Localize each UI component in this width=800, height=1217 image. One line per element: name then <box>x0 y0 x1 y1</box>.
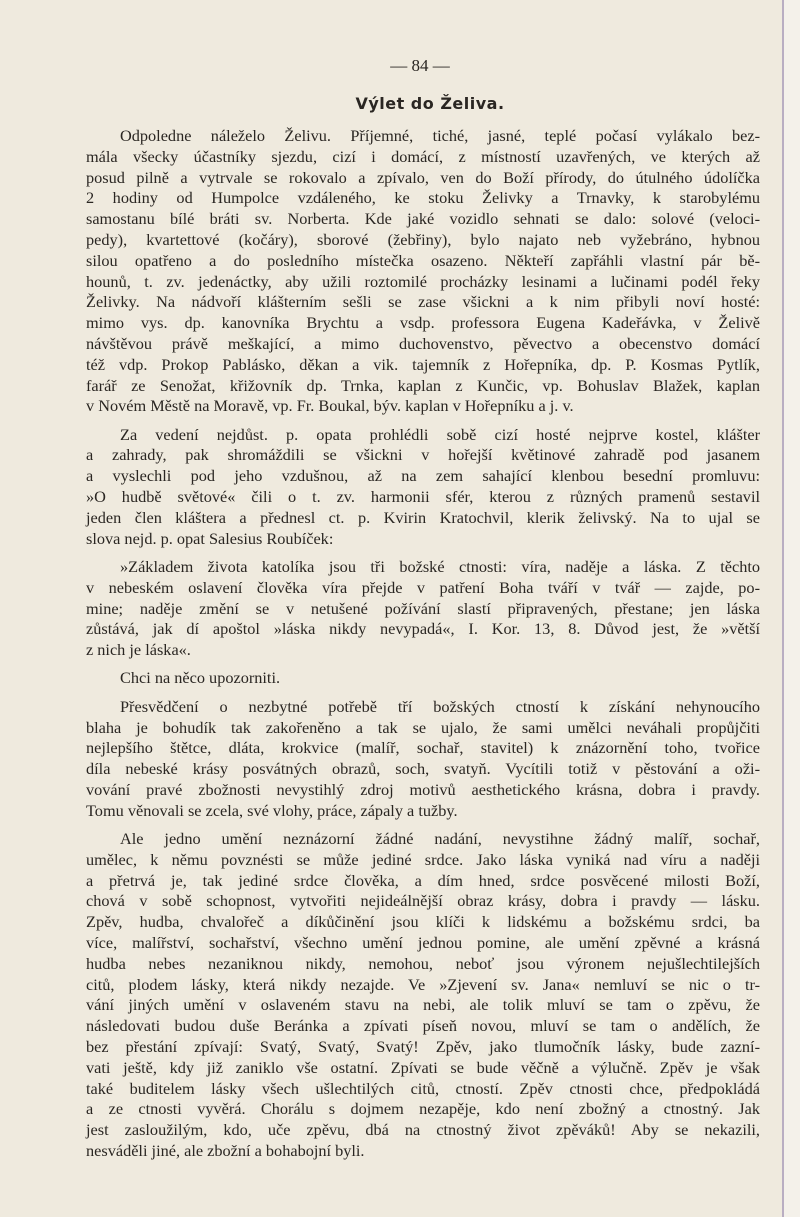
paragraph <box>86 425 760 550</box>
text-line: mine; naděje změní se v netušené požívání slastí připravených, přestane; jen láska <box>86 598 760 618</box>
text-line: mála všecky účastníky sjezdu, cizí i domácí, z místností uzavřených, ve kterých až <box>86 146 760 166</box>
text-line: hudba nebes nezaniknou nikdy, nemohou, neboť jsou výronem nejušlechtilejších <box>86 953 760 973</box>
text-line: jeden člen kláštera a přednesl ct. p. Kvirin Kratochvil, klerik želivský. Na to ujal se <box>86 507 760 527</box>
text-line: Odpoledne náleželo Želivu. Příjemné, tiché, jasné, teplé počasí vylákalo bez- <box>120 126 760 145</box>
text-line: Ale jedno umění neznázorní žádné nadání, nevystihne žádný malíř, sochař, <box>120 829 760 848</box>
text-line: a ze ctnosti vyvěrá. Chorálu s dojmem nezapěje, kdo není zbožný a ctnostný. Jak <box>86 1099 760 1119</box>
text-line: Za vedení nejdůst. p. opata prohlédli sobě cizí hosté nejprve kostel, klášter <box>120 424 760 444</box>
paragraph <box>86 668 760 689</box>
text-line: umělec, k němu povznésti se může jediné srdce. Jako láska vyniká nad víru a naději <box>86 849 760 869</box>
text-line: Želivky. Na nádvoří klášterním sešli se zase všickni a k nim přibyli noví hosté: <box>86 292 760 312</box>
paragraph <box>86 697 760 822</box>
text-line: bez přestání zpívají: Svatý, Svatý, Svatý! Zpěv, jako tlumočník lásky, bude zazní- <box>86 1036 760 1056</box>
text-line: pedy), kvartettové (kočáry), sborové (žebřiny), bylo najato neb vyžebráno, hybnou <box>86 229 760 249</box>
text-line: hounů, t. zv. jedenáctky, aby užili roztomilé procházky lesinami a lučinami podél řeky <box>86 271 760 291</box>
text-line: farář ze Senožat, křižovník dp. Trnka, kaplan z Kunčic, vp. Bohuslav Blažek, kaplan <box>86 375 760 395</box>
paragraph <box>86 557 760 661</box>
text-line: silou opatřeno a do posledního místečka osazeno. Někteří zapřáhli vlastní pár bě- <box>86 250 760 270</box>
text-line: blaha je bohudík tak zakořeněno a tak se ujalo, že sami umělci neváhali propůjčiti <box>86 717 760 737</box>
page-margin <box>784 0 800 1217</box>
text-line: samostanu bílé bráti sv. Norberta. Kde jaké vozidlo sehnati se dalo: solové (veloci- <box>86 209 760 229</box>
text-line: Zpěv, hudba, chvalořeč a díkůčinění jsou klíči k lidskému a božskému srdci, ba <box>86 912 760 932</box>
text-line: v nebeském oslavení člověka víra přejde v patření Boha tváří v tvář — zajde, po- <box>86 577 760 597</box>
text-line: Chci na něco upozorniti. <box>120 668 281 688</box>
text-line: jest zasloužilým, kdo, uče zpěvu, dbá na ctnostný život zpěváků! Aby se nekazili, <box>86 1120 760 1140</box>
text-line: návštěvou právě meškající, a mimo duchovenstvo, pěvectvo a obecenstvo domácí <box>86 333 760 353</box>
text-line: vání jiných umění v oslaveném stavu na nebi, ale tolik mluví se tam o zpěvu, že <box>86 995 760 1015</box>
text-line: nejlepšího štětce, dláta, krokvice (malíř, sochař, stavitel) k znázornění toho, tvořice <box>86 738 760 758</box>
text-line: »Základem života katolíka jsou tři božské ctnosti: víra, naděje a láska. Z těchto <box>120 556 760 576</box>
text-line: nesváděli jiné, ale zbožní a bohabojní byli. <box>86 1140 365 1160</box>
text-line: vati ještě, kdy již zaniklo vše ostatní. Zpívati se bude věčně a výlučně. Zpěv je však <box>86 1057 760 1077</box>
page-number: — 84 — <box>390 56 450 75</box>
text-line: vování pravé zbožnosti nevystihlý zdroj motivů aesthetického krásna, dobra i pravdy. <box>86 779 760 799</box>
text-line: »O hudbě světové« čili o t. zv. harmonii sfér, kterou z různých pramenů sestavil <box>86 487 760 507</box>
text-line: více, malířství, sochařství, všechno umění jednou pomine, ale umění zpěvné a krásná <box>86 932 760 952</box>
paragraph <box>86 829 760 1162</box>
text-line: 2 hodiny od Humpolce vzdáleného, ke stoku Želivky a Trnavky, k starobylému <box>86 188 760 208</box>
text-line: a vyslechli pod jeho vzdušnou, až na zem sahající klenbou besední promluvu: <box>86 466 760 486</box>
text-line: z nich je láska«. <box>86 640 191 660</box>
text-line: následovati budou duše Beránka a zpívati píseň novou, mluví se tam o andělích, že <box>86 1016 760 1036</box>
text-line: slova nejd. p. opat Salesius Roubíček: <box>86 528 334 548</box>
text-line: posud pilně a vytrvale se rokovalo a zpívalo, ven do Boží přírody, do útulného údolíčka <box>86 167 760 187</box>
text-line: díla nebeské krásy posvátných obrazů, soch, svatyň. Vycítili totiž v pěstování a oži- <box>86 759 760 779</box>
text-line: také buditelem lásky všech ušlechtilých citů, ctností. Zpěv ctnosti chce, předpokládá <box>86 1078 760 1098</box>
text-line: citů, plodem lásky, která nikdy nezajde. Ve »Zjevení sv. Jana« nemluví se nic o tr- <box>86 974 760 994</box>
paragraph <box>86 126 760 417</box>
text-line: a zahrady, pak shromáždili se všickni v hořejší květinové zahradě pod jasanem <box>86 445 760 465</box>
text-line: též vdp. Prokop Pablásko, děkan a vik. tajemník z Hořepníka, dp. P. Kosmas Pytlík, <box>86 354 760 374</box>
text-line: Tomu věnovali se zcela, své vlohy, práce, zápaly a tužby. <box>86 800 458 820</box>
text-line: mimo vys. dp. kanovníka Brychtu a vsdp. professora Eugena Kadeřávka, v Želivě <box>86 313 760 333</box>
page-title: Výlet do Želiva. <box>355 94 505 113</box>
text-line: a přetrvá je, tak jediné srdce člověka, a dím hned, srdce posvěcené milosti Boží, <box>86 870 760 890</box>
text-line: zůstává, jak dí apoštol »láska nikdy nevypadá«, I. Kor. 13, 8. Důvod jest, že »větší <box>86 619 760 639</box>
text-line: chová v sobě schopnost, vytvořiti nejideálnější obraz krásy, dobra i pravdy — lásku. <box>86 891 760 911</box>
article-body <box>86 126 760 1162</box>
text-line: v Novém Městě na Moravě, vp. Fr. Boukal, býv. kaplan v Hořepníku a j. v. <box>86 396 574 416</box>
text-line: Přesvědčení o nezbytné potřebě tří božských ctností k získání nehynoucího <box>120 696 760 716</box>
